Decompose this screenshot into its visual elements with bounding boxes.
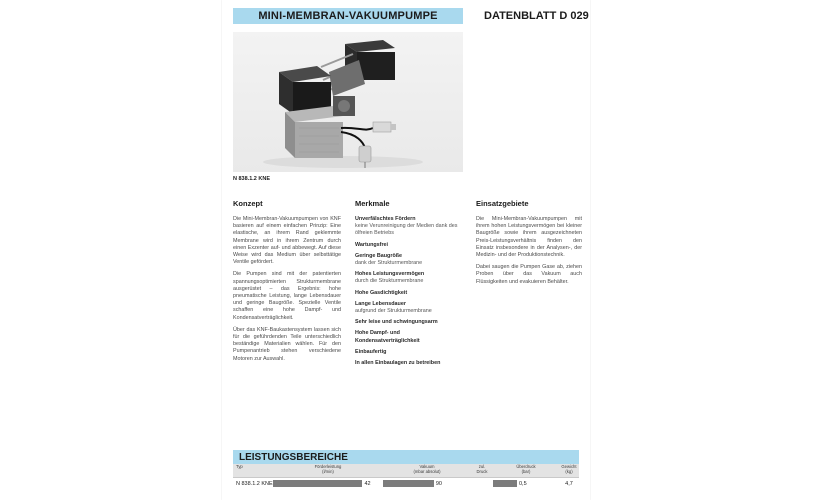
pump-illustration: [233, 32, 463, 172]
einsatzgebiete-paragraph: Dabei saugen die Pumpen Gase ab, ziehen Proben über das Vakuum auch Flüssigkeiten und evakuieren Behälter.: [476, 264, 582, 285]
konzept-text: [233, 216, 341, 368]
table-row: [233, 478, 579, 489]
einsatzgebiete-paragraph: Die Mini-Membran-Vakuumpumpen mit ihrem hohen Leistungsvermögen bei kleiner Baugröße sowie ihrem ausgezeichneten Preis-Leistungsverhältnis finden den Einsatz insbesondere in der Analysen-, der Medizin- und der Produktionstechnik.: [476, 216, 582, 259]
feature-item: [355, 216, 465, 238]
header-zul-druck: [471, 464, 493, 477]
feature-description: aufgrund der Strukturmembrane: [355, 308, 432, 315]
feature-title: Lange Lebensdauer: [355, 300, 406, 307]
feature-item: [355, 253, 465, 267]
feature-title: Einbaufertig: [355, 348, 387, 355]
header-typ-label: Typ: [236, 464, 243, 469]
feature-title: Hohe Gasdichtigkeit: [355, 289, 408, 296]
page-title: MINI-MEMBRAN-VAKUUMPUMPE: [258, 10, 438, 22]
feature-item: [355, 290, 465, 297]
feature-title: Hohe Dampf- und Kondensatverträglichkeit: [355, 330, 420, 344]
konzept-paragraph: Die Pumpen sind mit der patentierten spannungsoptimierten Strukturmembrane ausgerüstet – das Ergebnis: hohe pneumatische Leistung, lange Lebensdauer und geringe Baugröße. Spezielle Ventile schaffen eine hohe Dampf- und Kondensatverträglichkeit.: [233, 271, 341, 321]
header-gewicht: [559, 464, 579, 477]
header-ueberdruck-label: Überdruck: [516, 464, 536, 469]
cell-foerderleistung: [273, 480, 383, 487]
einsatzgebiete-heading: Einsatzgebiete: [476, 199, 529, 208]
konzept-heading: Konzept: [233, 199, 263, 208]
feature-item: [355, 349, 465, 356]
header-vakuum-label: Vakuum: [419, 464, 435, 469]
foerderleistung-value: 42: [364, 480, 371, 487]
header-vakuum-unit: (mbar absolut): [413, 468, 441, 474]
header-ueberdruck-unit: (bar): [521, 468, 531, 474]
cell-ueberdruck: [493, 480, 559, 487]
header-foerderleistung-label: Förderleistung: [314, 464, 342, 469]
merkmale-list: [355, 216, 465, 371]
header-gewicht-label: Gewicht: [561, 464, 577, 469]
header-vakuum: [383, 464, 471, 477]
header-gewicht-unit: (kg): [565, 468, 573, 474]
feature-item: [355, 301, 465, 315]
vakuum-value: 90: [435, 480, 442, 487]
feature-title: In allen Einbaulagen zu betreiben: [355, 360, 441, 367]
photo-caption: N 838.1.2 KNE: [233, 176, 270, 182]
foerderleistung-bar: [273, 480, 362, 487]
header-foerderleistung: [273, 464, 383, 477]
feature-description: dank der Strukturmembrane: [355, 260, 423, 267]
feature-item: [355, 242, 465, 249]
cell-vakuum: [383, 480, 471, 487]
header-druck-label: Druck: [476, 468, 488, 474]
feature-title: Unverfälschtes Fördern: [355, 216, 416, 222]
feature-title: Hohes Leistungsvermögen: [355, 271, 425, 278]
ueberdruck-bar: [493, 480, 517, 487]
title-bar: [233, 8, 463, 24]
feature-item: [355, 319, 465, 326]
konzept-paragraph: Über das KNF-Baukastensystem lassen sich für die geführdenden Teile unterschiedlich beständige Materialien wählen. Für den Pumpenantrieb stehen verschiedene Motoren zur Auswahl.: [233, 326, 341, 362]
header-ueberdruck: [493, 464, 559, 477]
ueberdruck-value: 0,5: [519, 480, 527, 487]
performance-title: LEISTUNGSBEREICHE: [239, 451, 348, 463]
einsatzgebiete-text: [476, 216, 582, 291]
konzept-paragraph: Die Mini-Membran-Vakuumpumpen von KNF basieren auf einem einfachen Prinzip: Eine elastische, an ihrem Rand geklemmte Membrane wird in ihrem Zentrum durch einen Exzenter auf- und abbewegt. Auf diese Weise wird das Medium über selbsttätige Ventile gefördert.: [233, 216, 341, 266]
feature-title: Wartungsfrei: [355, 241, 389, 248]
merkmale-heading: Merkmale: [355, 199, 390, 208]
header-typ: [233, 464, 273, 477]
performance-table: [233, 450, 579, 489]
feature-title: Sehr leise und schwingungsarm: [355, 319, 438, 326]
header-zul-label: zul.: [478, 464, 486, 469]
document-id: DATENBLATT D 029: [484, 10, 589, 22]
performance-title-bar: [233, 450, 579, 464]
feature-description: durch die Strukturmembrane: [355, 278, 424, 285]
header-foerderleistung-unit: (l/min): [322, 468, 334, 474]
feature-description: keine Verunreinigung der Medien dank des ölfreien Betriebs: [355, 223, 458, 237]
cell-typ: N 838.1.2 KNE: [236, 480, 273, 487]
cell-gewicht: 4,7: [565, 480, 573, 487]
vakuum-bar: [383, 480, 434, 487]
product-photo: [233, 32, 463, 172]
feature-title: Geringe Baugröße: [355, 252, 403, 259]
feature-item: [355, 360, 465, 367]
feature-item: [355, 330, 465, 344]
feature-item: [355, 271, 465, 285]
performance-header-row: [233, 464, 579, 478]
